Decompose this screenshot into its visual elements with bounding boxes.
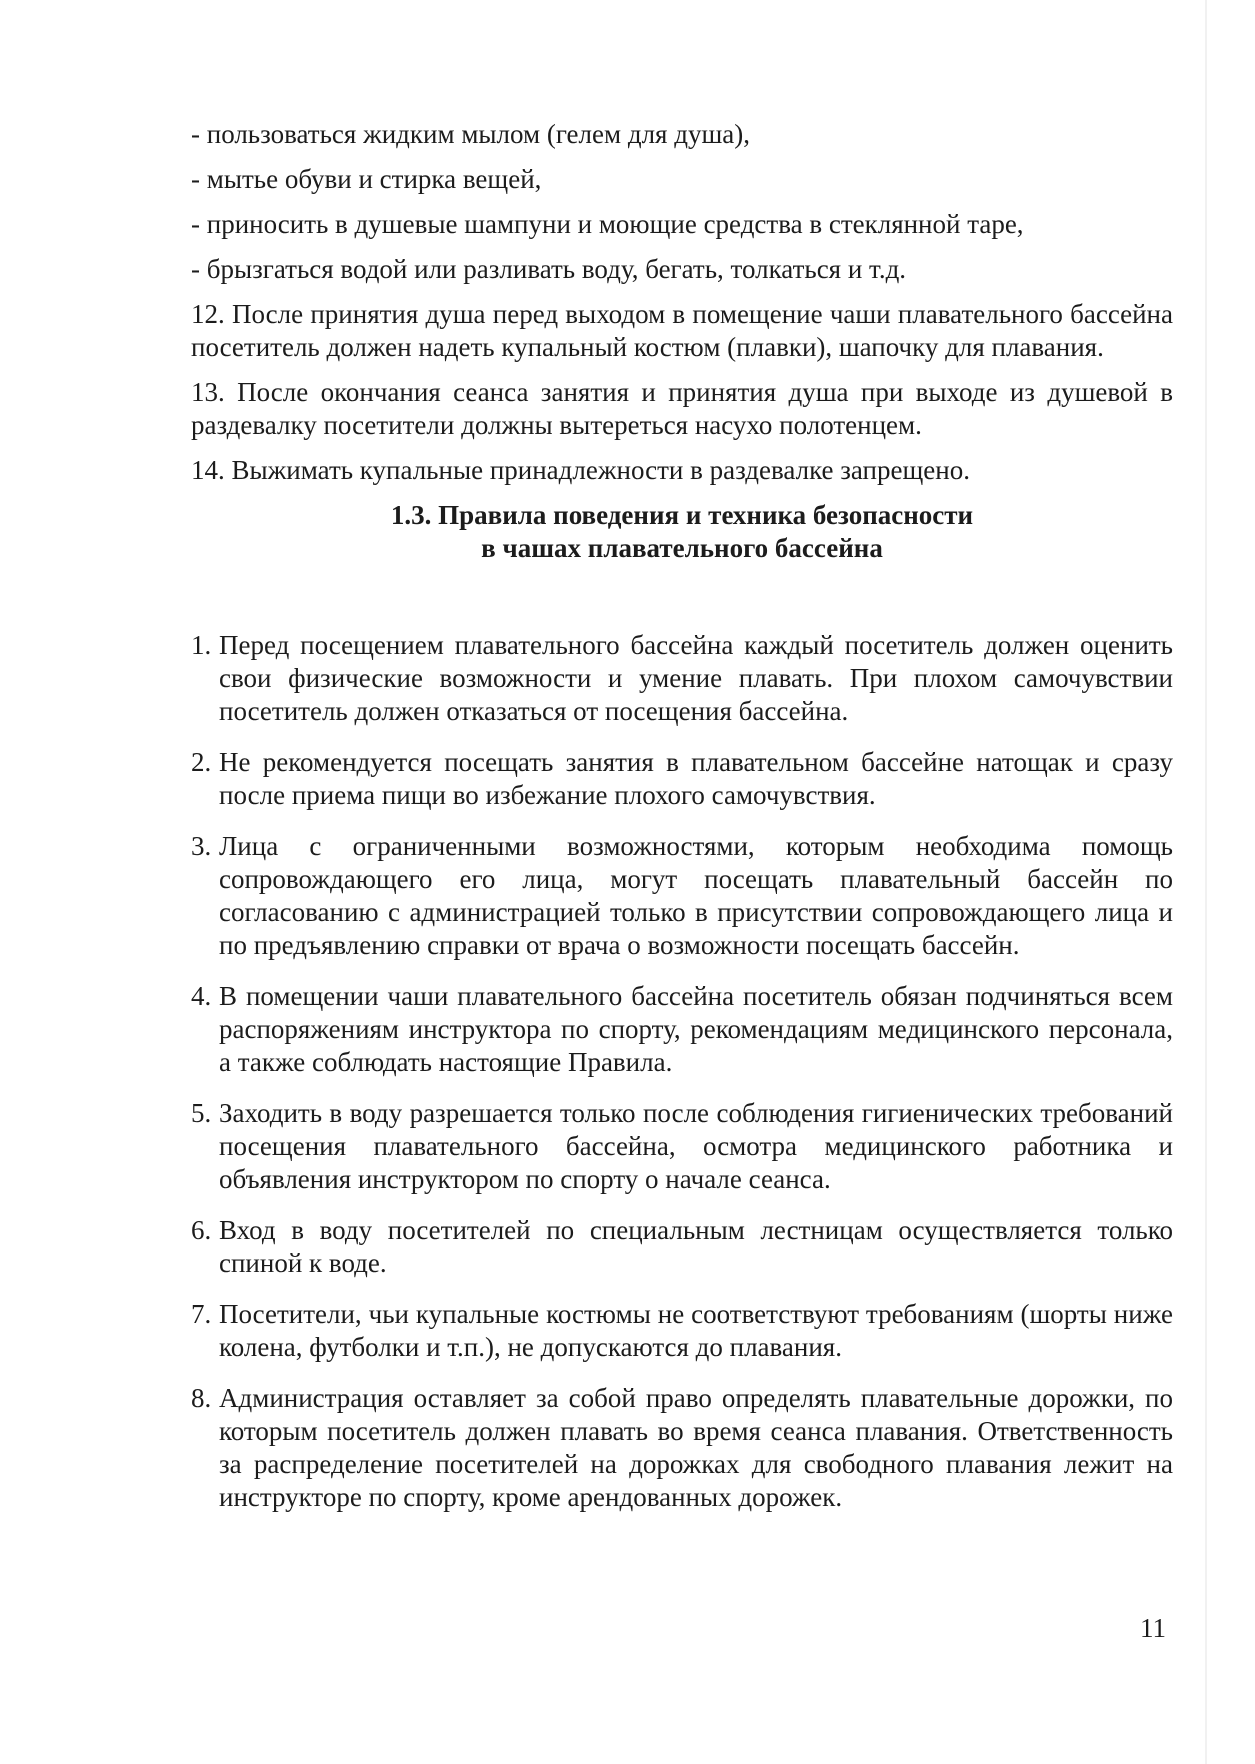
list-text: В помещении чаши плавательного бассейна посетитель обязан подчиняться всем распоряжениям инструктора по спорту, рекомендациям медицинского персонала, а также соблюдать настоящие Правила. [219,981,1173,1077]
list-number: 6. [191,1215,212,1245]
list-item [191,1214,1173,1280]
list-text: Не рекомендуется посещать занятия в плавательном бассейне натощак и сразу после приема пищи во избежание плохого самочувствия. [219,747,1173,810]
list-number: 5. [191,1098,212,1128]
dash-item: - мытье обуви и стирка вещей, [191,164,542,194]
dash-item: - приносить в душевые шампуни и моющие средства в стеклянной таре, [191,209,1024,239]
dash-item: - пользоваться жидким мылом (гелем для душа), [191,119,750,149]
list-number: 8. [191,1383,212,1413]
list-text: Посетители, чьи купальные костюмы не соответствуют требованиям (шорты ниже колена, футболки и т.п.), не допускаются до плавания. [219,1299,1173,1362]
section-heading-line1: 1.3. Правила поведения и техника безопасности [390,500,974,530]
section-heading [191,499,1173,565]
page-content [191,118,1173,1532]
list-item [191,746,1173,812]
list-text: Заходить в воду разрешается только после соблюдения гигиенических требований посещения плавательного бассейна, осмотра медицинского работника и объявления инструктором по спорту о начале сеанса. [219,1098,1173,1194]
list-number: 1. [191,630,212,660]
list-item [191,629,1173,728]
list-item [191,1097,1173,1196]
paragraph-12: 12. После принятия душа перед выходом в помещение чаши плавательного бассейна посетитель должен надеть купальный костюм (плавки), шапочку для плавания. [191,299,1173,362]
section-heading-line2: в чашах плавательного бассейна [481,533,883,563]
rules-list [191,629,1173,1514]
list-item [191,1298,1173,1364]
page-number: 11 [1140,1613,1166,1643]
list-number: 4. [191,981,212,1011]
list-text: Лица с ограниченными возможностями, которым необходима помощь сопровождающего его лица, могут посещать плавательный бассейн по согласованию с администрацией только в присутствии сопровождающего лица и по предъявлению справки от врача о возможности посещать бассейн. [219,831,1173,960]
list-item [191,980,1173,1079]
list-text: Администрация оставляет за собой право определять плавательные дорожки, по которым посетитель должен плавать во время сеанса плавания. Ответственность за распределение посетителей на дорожках для свободного плавания лежит на инструкторе по спорту, кроме арендованных дорожек. [219,1383,1173,1512]
list-number: 3. [191,831,212,861]
list-item [191,1382,1173,1514]
dash-item: - брызгаться водой или разливать воду, бегать, толкаться и т.д. [191,254,907,284]
list-number: 2. [191,747,212,777]
list-item [191,830,1173,962]
list-text: Перед посещением плавательного бассейна каждый посетитель должен оценить свои физические возможности и умение плавать. При плохом самочувствии посетитель должен отказаться от посещения бассейна. [219,630,1173,726]
scan-edge [1205,0,1207,1764]
list-number: 7. [191,1299,212,1329]
list-text: Вход в воду посетителей по специальным лестницам осуществляется только спиной к воде. [219,1215,1173,1278]
paragraph-13: 13. После окончания сеанса занятия и принятия душа при выходе из душевой в раздевалку посетители должны вытереться насухо полотенцем. [191,377,1173,440]
paragraph-14: 14. Выжимать купальные принадлежности в раздевалке запрещено. [191,455,970,485]
